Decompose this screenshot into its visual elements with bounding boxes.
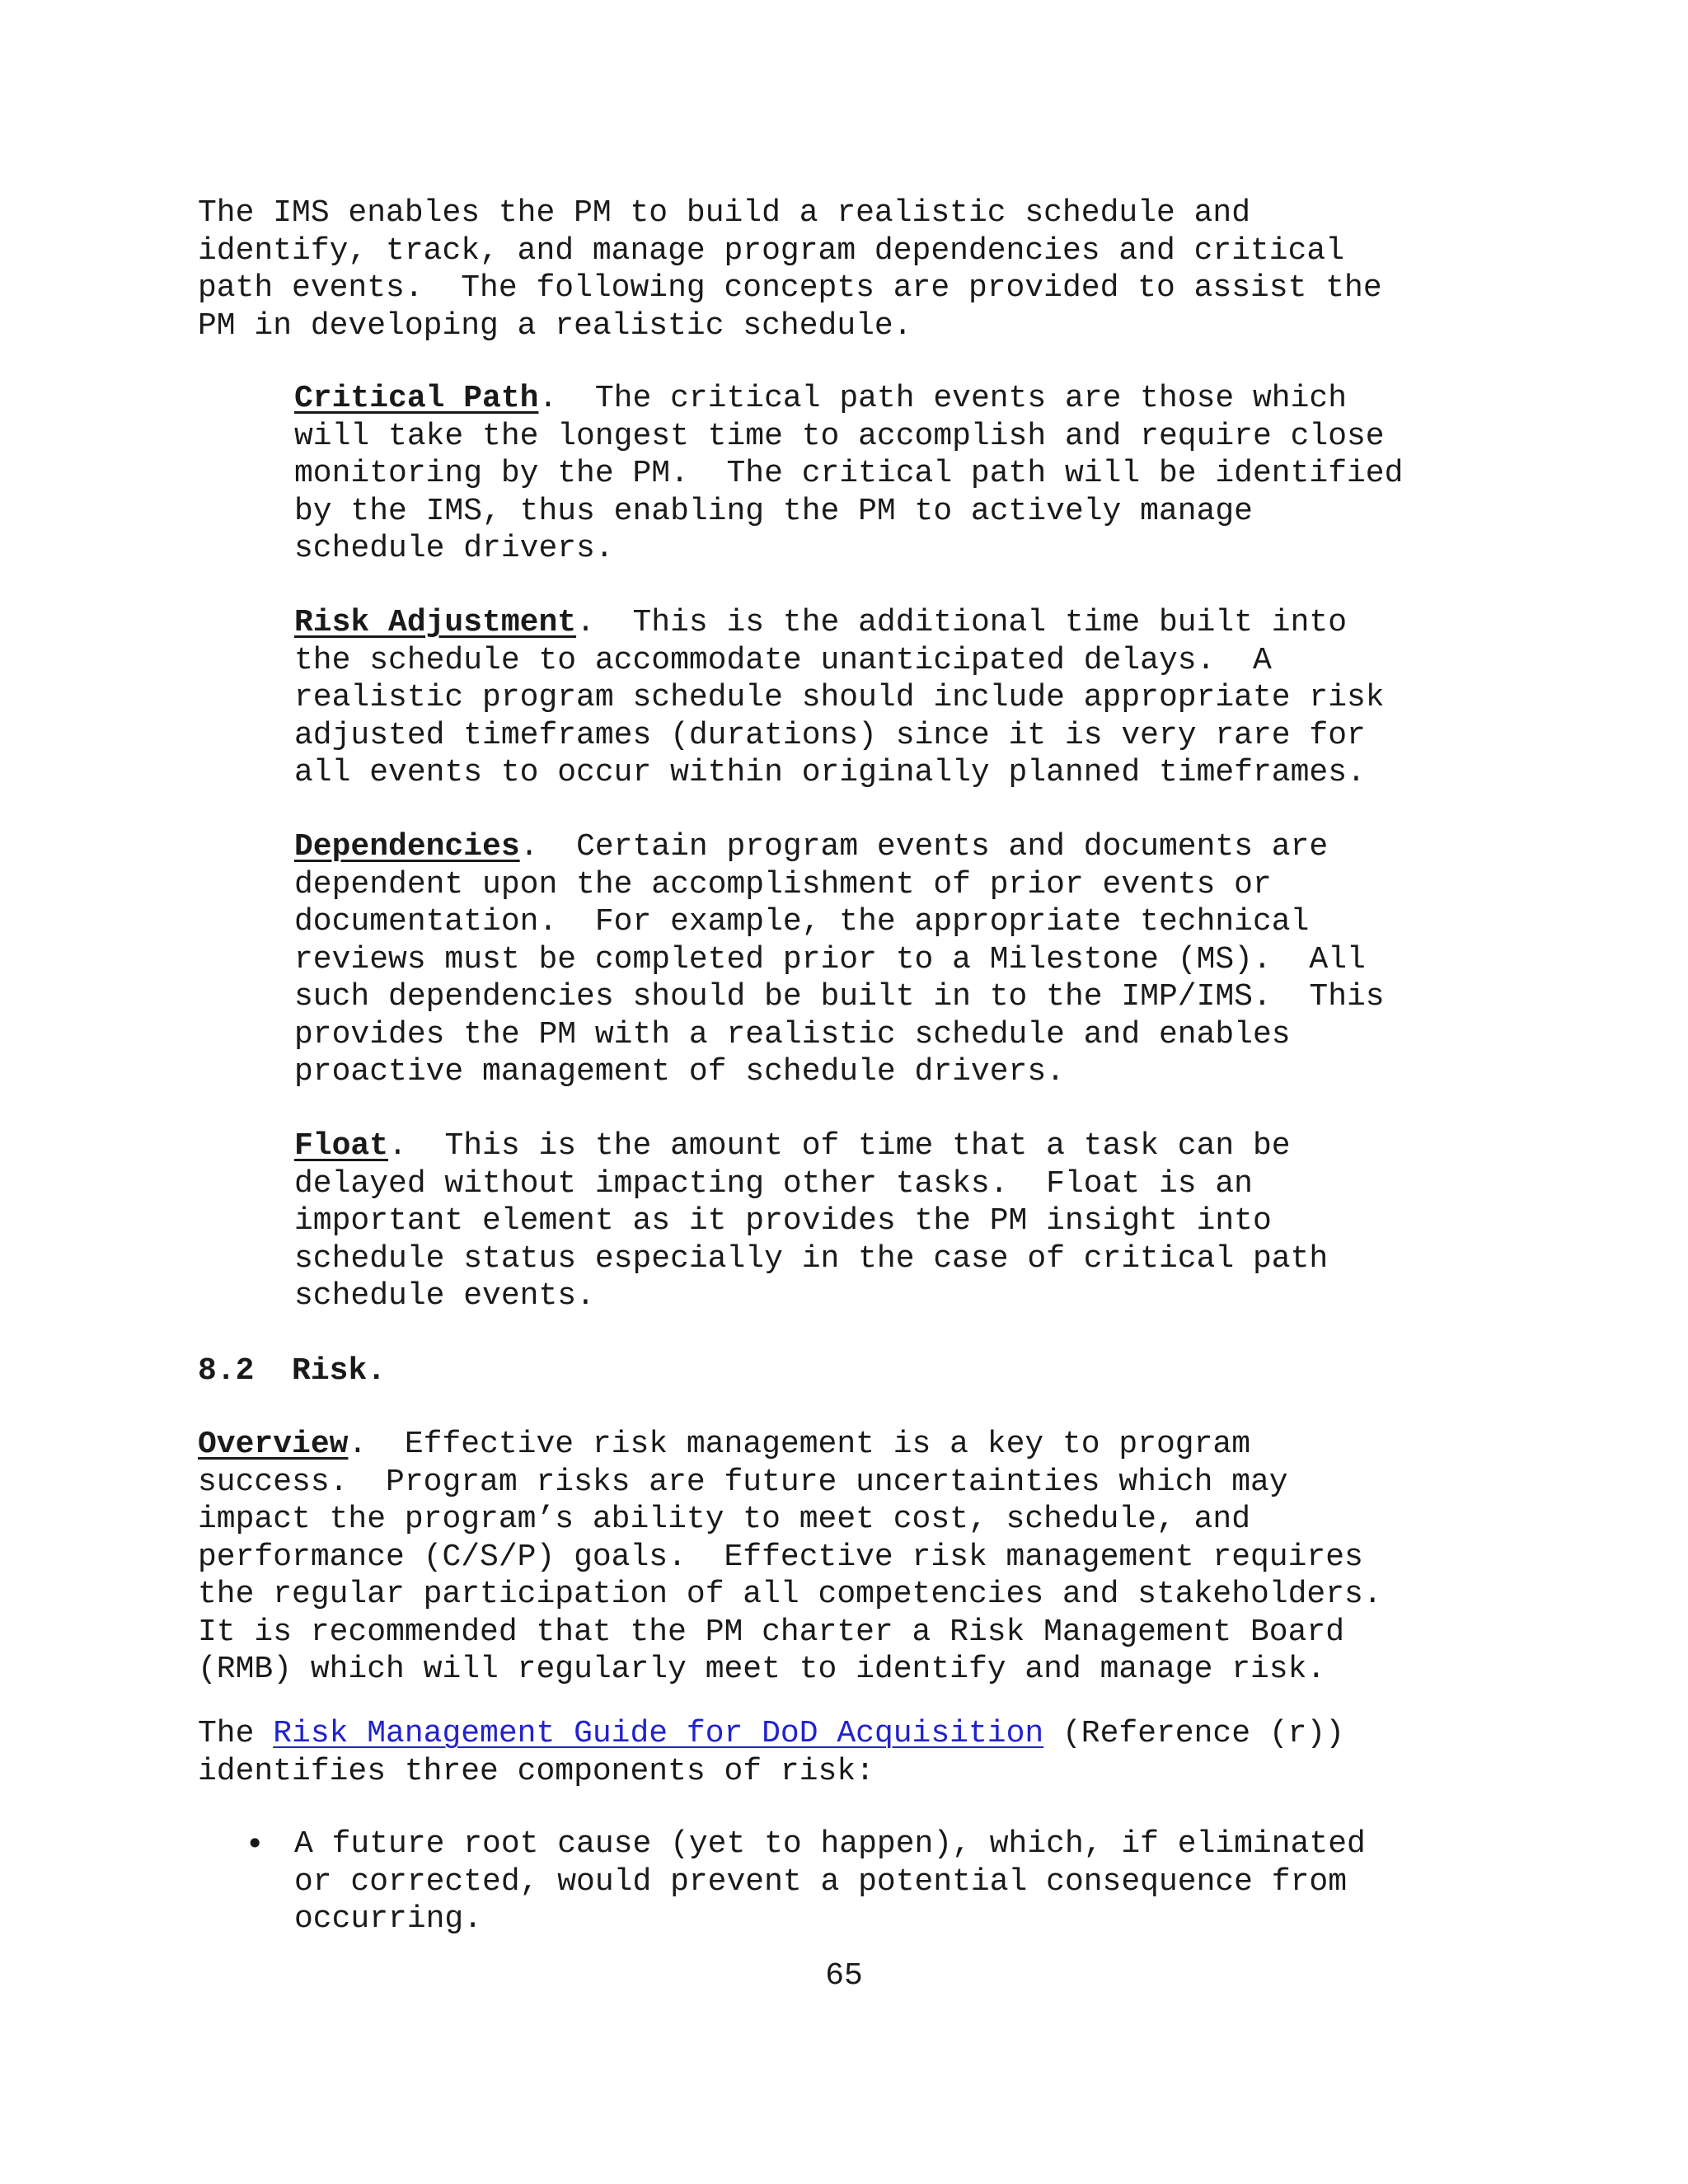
- overview-line: impact the program’s ability to meet cost, schedule, and: [198, 1502, 1251, 1537]
- concept-line: such dependencies should be built in to the IMP/IMS. This: [294, 979, 1385, 1015]
- section-number: 8.2: [198, 1353, 255, 1389]
- overview-term: Overview: [198, 1427, 349, 1462]
- concept-first-line: . The critical path events are those which: [538, 381, 1348, 416]
- concept-risk-adjustment: [294, 604, 1385, 792]
- risk-management-guide-link[interactable]: Risk Management Guide for DoD Acquisition: [273, 1716, 1044, 1751]
- overview-line: It is recommended that the PM charter a Risk Management Board: [198, 1614, 1345, 1650]
- concept-term: Dependencies: [294, 829, 520, 865]
- concept-first-line: . Certain program events and documents are: [519, 829, 1329, 865]
- concept-term: Risk Adjustment: [294, 605, 577, 640]
- intro-line: path events. The following concepts are provided to assist the: [198, 270, 1382, 306]
- concept-line: proactive management of schedule drivers.: [294, 1054, 1065, 1090]
- concept-line: adjusted timeframes (durations) since it is very rare for: [294, 717, 1366, 753]
- concept-line: documentation. For example, the appropriate technical: [294, 904, 1310, 940]
- concept-line: the schedule to accommodate unanticipated delays. A: [294, 642, 1272, 678]
- concept-line: all events to occur within originally planned timeframes.: [294, 755, 1366, 790]
- reference-line: identifies three components of risk:: [198, 1753, 874, 1789]
- section-title: Risk.: [292, 1353, 387, 1389]
- concept-line: schedule status especially in the case of critical path: [294, 1240, 1329, 1277]
- intro-line: The IMS enables the PM to build a realistic schedule and: [198, 195, 1251, 231]
- intro-line: identify, track, and manage program dependencies and critical: [198, 232, 1345, 269]
- concept-line: reviews must be completed prior to a Milestone (MS). All: [294, 941, 1366, 977]
- reference-prefix: The: [198, 1716, 274, 1751]
- list-item: [294, 1825, 1366, 1938]
- page-number: 65: [825, 1958, 863, 1994]
- reference-suffix: (Reference (r)): [1043, 1716, 1345, 1751]
- intro-paragraph: [198, 194, 1382, 344]
- concept-line: schedule drivers.: [294, 531, 614, 566]
- overview-line: the regular participation of all competencies and stakeholders.: [198, 1577, 1382, 1612]
- concept-term: Critical Path: [294, 381, 539, 416]
- bullet-line: or corrected, would prevent a potential consequence from: [294, 1863, 1348, 1900]
- concept-line: dependent upon the accomplishment of prior events or: [294, 866, 1272, 902]
- concept-line: provides the PM with a realistic schedule and enables: [294, 1016, 1291, 1052]
- concept-dependencies: [294, 828, 1385, 1091]
- overview-line: (RMB) which will regularly meet to identify and manage risk.: [198, 1652, 1326, 1687]
- bullet-line: occurring.: [294, 1901, 483, 1937]
- overview-paragraph: [198, 1426, 1382, 1689]
- concept-term: Float: [294, 1128, 389, 1164]
- concept-line: delayed without impacting other tasks. Float is an: [294, 1165, 1253, 1202]
- concept-critical-path: [294, 380, 1403, 568]
- intro-line: PM in developing a realistic schedule.: [198, 307, 912, 344]
- concept-first-line: . This is the additional time built into: [576, 605, 1348, 640]
- concept-line: by the IMS, thus enabling the PM to actively manage: [294, 493, 1253, 529]
- bullet-dot-icon: •: [246, 1825, 265, 1862]
- concept-float: [294, 1127, 1328, 1315]
- concept-line: schedule events.: [294, 1278, 595, 1314]
- reference-paragraph: [198, 1715, 1344, 1790]
- bullet-line: A future root cause (yet to happen), which, if eliminated: [294, 1826, 1366, 1862]
- concept-first-line: . This is the amount of time that a task can be: [388, 1128, 1291, 1164]
- overview-first-line: . Effective risk management is a key to program: [348, 1427, 1251, 1462]
- concept-line: realistic program schedule should include appropriate risk: [294, 680, 1385, 715]
- concept-line: important element as it provides the PM insight into: [294, 1203, 1272, 1239]
- overview-line: success. Program risks are future uncertainties which may: [198, 1464, 1288, 1500]
- overview-line: performance (C/S/P) goals. Effective risk management requires: [198, 1539, 1363, 1575]
- concept-line: monitoring by the PM. The critical path will be identified: [294, 456, 1404, 491]
- concept-line: will take the longest time to accomplish and require close: [294, 418, 1385, 454]
- section-heading: [198, 1352, 386, 1390]
